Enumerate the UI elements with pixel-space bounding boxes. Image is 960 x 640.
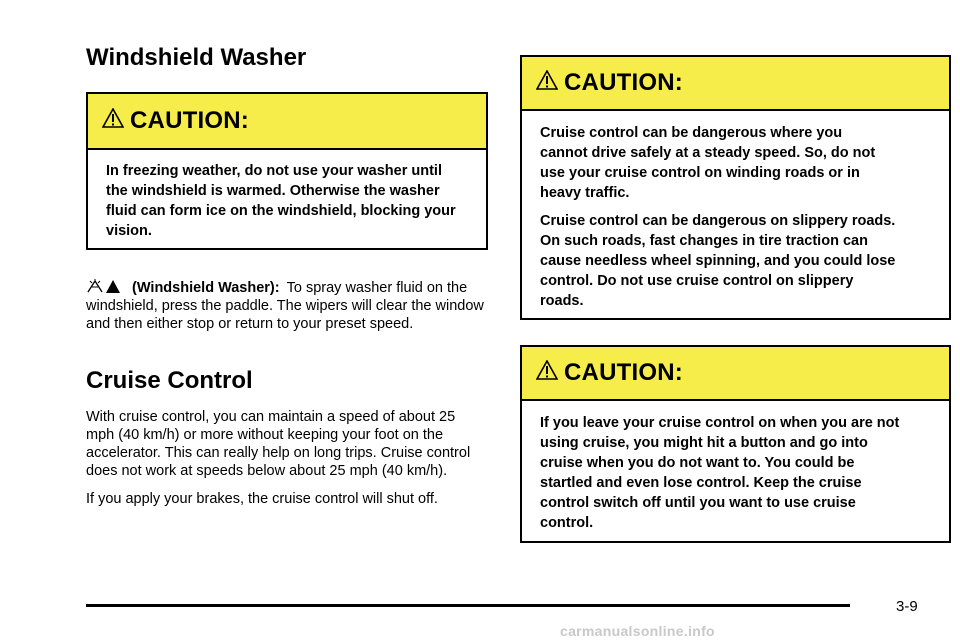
page-number: 3-9 [896,598,918,615]
washer-description [86,278,490,333]
section-title-cruise-control: Cruise Control [86,367,253,394]
caution-text-1: Cruise control can be dangerous where you cannot drive safely at a steady speed. So, do not use your cruise control on winding roads or in heavy traffic. [540,125,876,201]
caution-text: In freezing weather, do not use your washer until the windshield is warmed. Otherwise the washer fluid can form ice on the windshield, blocking your vision. [106,163,456,239]
washer-label: (Windshield Washer): [132,280,280,296]
caution-body [522,401,949,551]
caution-text: If you leave your cruise control on when you are not using cruise, you might hit a button and go into cruise when you do not want to. You could be startled and even lose control. Keep the cruise control switch off until you want to use cruise control. [540,415,900,531]
washer-text: To spray washer fluid on the windshield, press the paddle. The wipers will clear the window and then either stop or return to your preset speed. [86,280,484,332]
section-title-windshield-washer: Windshield Washer [86,44,307,71]
caution-box-washer [86,92,488,250]
caution-heading: CAUTION: [564,69,683,96]
cruise-intro [86,408,486,508]
warning-triangle-icon [102,108,124,128]
caution-box-cruise-switch [520,345,951,543]
caution-header [522,57,949,111]
caution-text-2: Cruise control can be dangerous on slippery roads. On such roads, fast changes in tire traction can cause needless wheel spinning, and you could lose control. Do not use cruise control on slippery roads. [540,213,896,309]
cruise-paragraph-1: With cruise control, you can maintain a speed of about 25 mph (40 km/h) or more without keeping your foot on the accelerator. This can really help on long trips. Cruise control does not work at speeds below about 25 mph (40 km/h). [86,409,471,479]
caution-body [88,150,486,259]
washer-up-triangle-icon [104,278,122,294]
warning-triangle-icon [536,360,558,380]
washer-spray-icon [86,278,104,294]
caution-header [522,347,949,401]
caution-heading: CAUTION: [130,107,249,134]
footer-rule [86,604,850,607]
watermark: carmanualsonline.info [560,623,715,639]
caution-heading: CAUTION: [564,359,683,386]
caution-header [88,94,486,150]
caution-box-cruise-dangerous [520,55,951,320]
cruise-paragraph-2: If you apply your brakes, the cruise control will shut off. [86,491,438,507]
caution-body [522,111,949,329]
warning-triangle-icon [536,70,558,90]
